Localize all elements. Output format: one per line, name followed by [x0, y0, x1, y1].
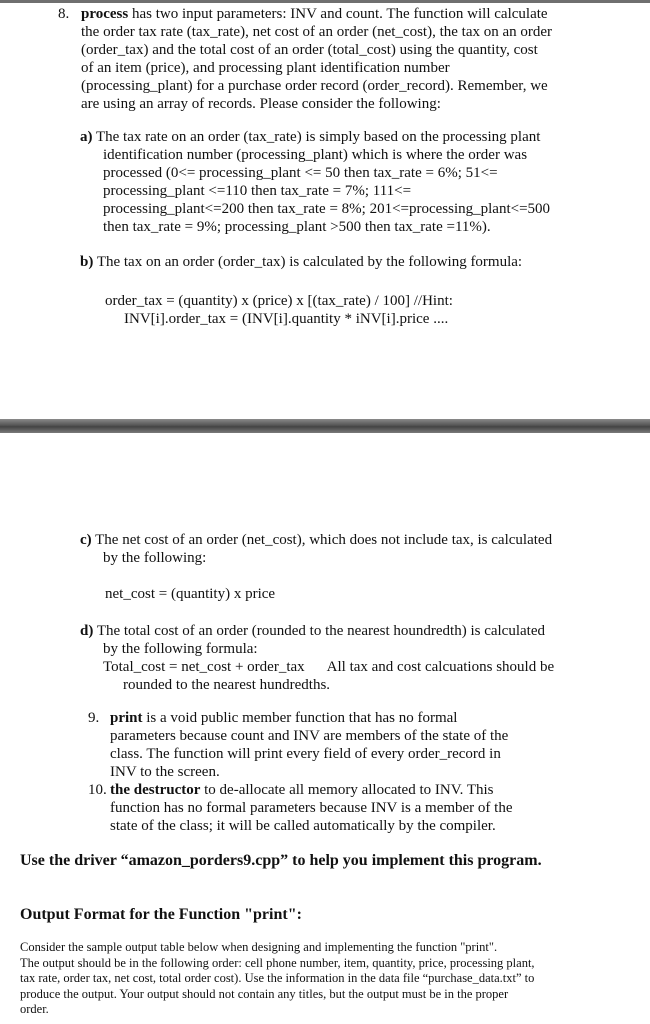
part-d-line-4: rounded to the nearest hundredths. [123, 677, 331, 693]
item-10-term: the destructor [110, 782, 201, 798]
item-10-number: 10. [88, 782, 107, 798]
item-9-paragraph [110, 709, 508, 781]
part-b-formula [105, 292, 453, 328]
driver-note: Use the driver “amazon_porders9.cpp” to help you implement this program. [20, 852, 542, 869]
item-10-line-1: the destructor to de-allocate all memory allocated to INV. This [110, 782, 494, 798]
item-9-line-1: print is a void public member function that has no formal [110, 710, 458, 726]
item-8-number: 8. [58, 6, 70, 22]
part-d-paragraph [80, 622, 554, 694]
item-8-line-6: are using an array of records. Please consider the following: [81, 96, 441, 112]
part-a-paragraph [80, 128, 550, 236]
part-a-line-4: processing_plant <=110 then tax_rate = 7%; 111<= [103, 183, 412, 199]
page-top-border [0, 0, 650, 3]
part-b-label: b) [80, 254, 94, 270]
item-10-line-2: function has no formal parameters because INV is a member of the [110, 800, 513, 816]
item-9-line-2: parameters because count and INV are members of the state of the [110, 728, 509, 744]
item-8-line-2: the order tax rate (tax_rate), net cost of an order (net_cost), the tax on an order [81, 24, 553, 40]
part-c-line-2: by the following: [103, 550, 207, 566]
output-line-5: order. [20, 1002, 49, 1016]
part-d-line-1: d) The total cost of an order (rounded to the nearest houndredth) is calculated [80, 623, 545, 639]
item-9-term: print [110, 710, 143, 726]
part-d-note: All tax and cost calcuations should be [326, 659, 555, 675]
output-line-1: Consider the sample output table below when designing and implementing the function "print". [20, 940, 498, 954]
part-a-label: a) [80, 129, 93, 145]
part-a-line-1: a) The tax rate on an order (tax_rate) is simply based on the processing plant [80, 129, 541, 145]
part-d-formula: Total_cost = net_cost + order_tax [103, 659, 305, 675]
output-format-heading: Output Format for the Function "print": [20, 906, 302, 923]
item-8-term: process [81, 6, 129, 22]
output-line-3: tax rate, order tax, net cost, total order cost). Use the information in the data file “purchase_data.txt” to [20, 971, 535, 985]
item-9-line-4: INV to the screen. [110, 764, 220, 780]
item-9-line-3: class. The function will print every field of every order_record in [110, 746, 501, 762]
part-b-formula-line-1: order_tax = (quantity) x (price) x [(tax_rate) / 100] //Hint: [105, 293, 453, 309]
part-a-line-3: processed (0<= processing_plant <= 50 then tax_rate = 6%; 51<= [103, 165, 498, 181]
part-c-line-1: c) The net cost of an order (net_cost), which does not include tax, is calculated [80, 532, 553, 548]
item-8-line-4: of an item (price), and processing plant identification number [81, 60, 450, 76]
part-a-line-5: processing_plant<=200 then tax_rate = 8%; 201<=processing_plant<=500 [103, 201, 551, 217]
part-b-line-1: b) The tax on an order (order_tax) is calculated by the following formula: [80, 254, 523, 270]
item-10-paragraph [110, 781, 513, 835]
page-break-divider [0, 419, 650, 433]
output-line-2: The output should be in the following order: cell phone number, item, quantity, price, processing plant, [20, 955, 535, 970]
part-c-label: c) [80, 532, 92, 548]
item-9-number: 9. [88, 710, 100, 726]
part-b-formula-line-2: INV[i].order_tax = (INV[i].quantity * iNV[i].price .... [124, 311, 449, 327]
part-b-paragraph [80, 253, 522, 271]
part-d-line-2: by the following formula: [103, 641, 258, 657]
item-8-line-5: (processing_plant) for a purchase order record (order_record). Remember, we [81, 78, 548, 94]
part-a-line-6: then tax_rate = 9%; processing_plant >500 then tax_rate =11%). [103, 219, 491, 235]
output-format-paragraph [20, 940, 535, 1018]
output-line-4: produce the output. Your output should not contain any titles, but the output must be in the proper [20, 986, 509, 1001]
part-a-line-2: identification number (processing_plant) which is where the order was [103, 147, 528, 163]
item-8-line-1: process has two input parameters: INV and count. The function will calculate [81, 6, 548, 22]
item-8-paragraph [81, 5, 552, 113]
item-10-line-3: state of the class; it will be called automatically by the compiler. [110, 818, 496, 834]
part-d-line-3 [80, 658, 554, 676]
part-c-formula: net_cost = (quantity) x price [105, 586, 276, 602]
item-8-line-3: (order_tax) and the total cost of an order (total_cost) using the quantity, cost [81, 42, 538, 58]
part-c-paragraph [80, 531, 552, 567]
part-d-label: d) [80, 623, 94, 639]
